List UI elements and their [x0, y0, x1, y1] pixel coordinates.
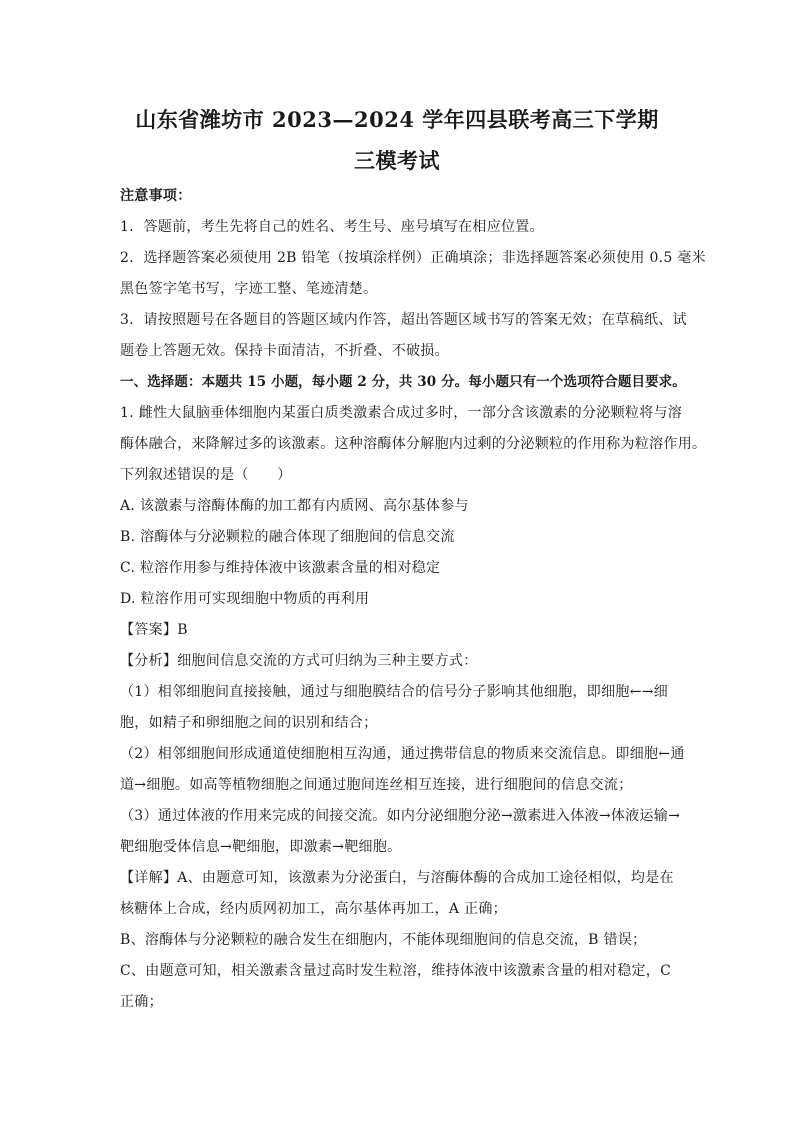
option-c: C. 粒溶作用参与维持体液中该激素含量的相对稳定 [120, 560, 441, 576]
detail-line: 【详解】A、由题意可知，该激素为分泌蛋白，与溶酶体酶的合成加工途径相似，均是在 [120, 870, 674, 886]
analysis-line: （1）相邻细胞间直接接触，通过与细胞膜结合的信号分子影响其他细胞，即细胞←→细 [120, 684, 669, 700]
detail-line: 核糖体上合成，经内质网初加工，高尔基体再加工，A 正确； [120, 901, 507, 917]
analysis-line: 胞，如精子和卵细胞之间的识别和结合； [120, 715, 378, 731]
page-title-line1: 山东省潍坊市 2023—2024 学年四县联考高三下学期 [135, 107, 659, 132]
section-heading: 一、选择题：本题共 15 小题，每小题 2 分，共 30 分。每小题只有一个选项符合题目要求。 [120, 374, 686, 390]
option-b: B. 溶酶体与分泌颗粒的融合体现了细胞间的信息交流 [120, 529, 455, 545]
option-d: D. 粒溶作用可实现细胞中物质的再利用 [120, 591, 370, 607]
analysis-line: 【分析】细胞间信息交流的方式可归纳为三种主要方式： [120, 653, 478, 669]
analysis-line: （2）相邻细胞间形成通道使细胞相互沟通，通过携带信息的物质来交流信息。即细胞←通 [120, 746, 685, 762]
question-stem: 下列叙述错误的是（ ） [120, 467, 292, 483]
notice-item: 题卷上答题无效。保持卡面清洁，不折叠、不破损。 [120, 343, 449, 359]
detail-line: 正确； [120, 994, 163, 1010]
notice-item: 3．请按照题号在各题目的答题区域内作答，超出答题区域书写的答案无效；在草稿纸、试 [120, 312, 687, 328]
notice-heading: 注意事项： [120, 188, 192, 204]
analysis-line: 道→细胞。如高等植物细胞之间通过胞间连丝相互连接，进行细胞间的信息交流； [120, 777, 633, 793]
page-title-line2: 三模考试 [354, 148, 440, 173]
question-stem: 1. 雌性大鼠脑垂体细胞内某蛋白质类激素合成过多时，一部分含该激素的分泌颗粒将与溶 [120, 405, 683, 421]
detail-line: B、溶酶体与分泌颗粒的融合发生在细胞内，不能体现细胞间的信息交流，B 错误； [120, 932, 647, 948]
notice-item: 2．选择题答案必须使用 2B 铅笔（按填涂样例）正确填涂；非选择题答案必须使用 0.5 毫米 [120, 250, 706, 266]
notice-item: 黑色签字笔书写，字迹工整、笔迹清楚。 [120, 281, 378, 297]
notice-item: 1．答题前，考生先将自己的姓名、考生号、座号填写在相应位置。 [120, 219, 544, 235]
option-a: A. 该激素与溶酶体酶的加工都有内质网、高尔基体参与 [120, 498, 469, 514]
answer-line: 【答案】B [120, 622, 188, 638]
analysis-line: 靶细胞受体信息→靶细胞，即激素→靶细胞。 [120, 839, 402, 855]
detail-line: C、由题意可知，相关激素含量过高时发生粒溶，维持体液中该激素含量的相对稳定，C [120, 963, 672, 979]
analysis-line: （3）通过体液的作用来完成的间接交流。如内分泌细胞分泌→激素进入体液→体液运输→ [120, 808, 681, 824]
question-stem: 酶体融合，来降解过多的该激素。这种溶酶体分解胞内过剩的分泌颗粒的作用称为粒溶作用。 [120, 436, 707, 452]
